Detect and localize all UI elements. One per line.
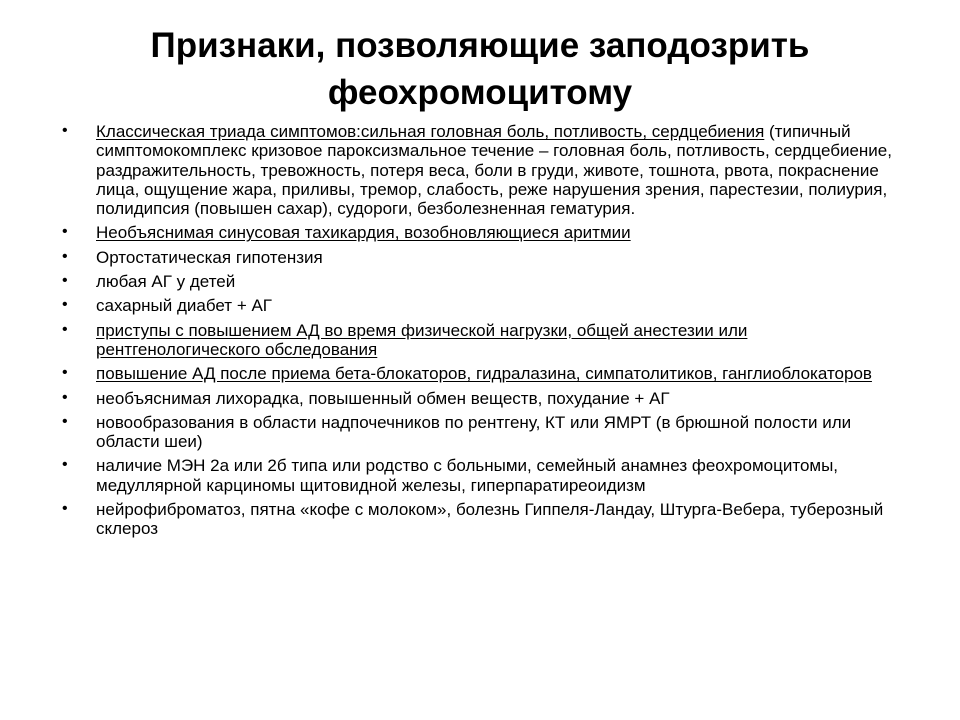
- item-underlined-text: Классическая триада симптомов:сильная головная боль, потливость, сердцебиения: [96, 122, 765, 141]
- bullet-icon: •: [62, 223, 68, 241]
- item-underlined-text: приступы с повышением АД во время физической нагрузки, общей анестезии или рентгенологического обследования: [96, 320, 748, 359]
- bullet-icon: •: [62, 456, 68, 474]
- bullet-icon: •: [62, 122, 68, 139]
- list-item: [62, 223, 892, 242]
- bullet-icon: •: [62, 272, 68, 290]
- symptom-list: [62, 122, 892, 544]
- item-text: необъяснимая лихорадка, повышенный обмен веществ, похудание + АГ: [96, 388, 670, 408]
- slide-title-line-2: феохромоцитому: [327, 73, 633, 112]
- slide-title-line-1: Признаки, позволяющие заподозрить: [150, 26, 810, 65]
- bullet-icon: •: [62, 320, 68, 338]
- item-text: новообразования в области надпочечников по рентгену, КТ или ЯМРТ (в брюшной полости или области шеи): [96, 412, 852, 452]
- list-item: [62, 500, 892, 539]
- item-text: сахарный диабет + АГ: [96, 296, 273, 316]
- list-item: [62, 321, 892, 360]
- list-item: [62, 272, 892, 291]
- list-item: [62, 122, 892, 218]
- bullet-icon: •: [62, 388, 68, 406]
- slide-title: [60, 22, 900, 116]
- list-item: [62, 456, 892, 495]
- bullet-icon: •: [62, 500, 68, 518]
- list-item: [62, 296, 892, 315]
- list-item: [62, 248, 892, 267]
- item-text: любая АГ у детей: [96, 272, 236, 292]
- item-text: Ортостатическая гипотензия: [96, 247, 323, 267]
- bullet-icon: •: [62, 296, 68, 314]
- list-item: [62, 389, 892, 408]
- bullet-icon: •: [62, 247, 68, 265]
- item-text: (типичный симптомокомплекс кризовое пароксизмальное течение – головная боль, потливость, сердцебиение, раздражительность, тревожность, потеря веса, боли в груди, животе, тошнота, рвота, покраснение лица, ощущение жара, приливы, тремор, слабость, реже нарушения зрения, парестезии, полиурия, полидипсия (повышен сахар), судороги, безболезненная гематурия.: [96, 122, 892, 219]
- bullet-icon: •: [62, 364, 68, 382]
- list-item: [62, 364, 892, 383]
- item-underlined-text: Необъяснимая синусовая тахикардия, возобновляющиеся аритмии: [96, 223, 631, 243]
- bullet-icon: •: [62, 412, 68, 430]
- item-text: наличие МЭН 2а или 2б типа или родство с больными, семейный анамнез феохромоцитомы, медуллярной карциномы щитовидной железы, гиперпаратиреоидизм: [96, 456, 839, 495]
- item-underlined-text: повышение АД после приема бета-блокаторов, гидралазина, симпатолитиков, ганглиоблокаторов: [96, 364, 872, 384]
- item-text: нейрофиброматоз, пятна «кофе с молоком», болезнь Гиппеля-Ландау, Штурга-Вебера, туберозный склероз: [96, 500, 884, 539]
- list-item: [62, 413, 892, 452]
